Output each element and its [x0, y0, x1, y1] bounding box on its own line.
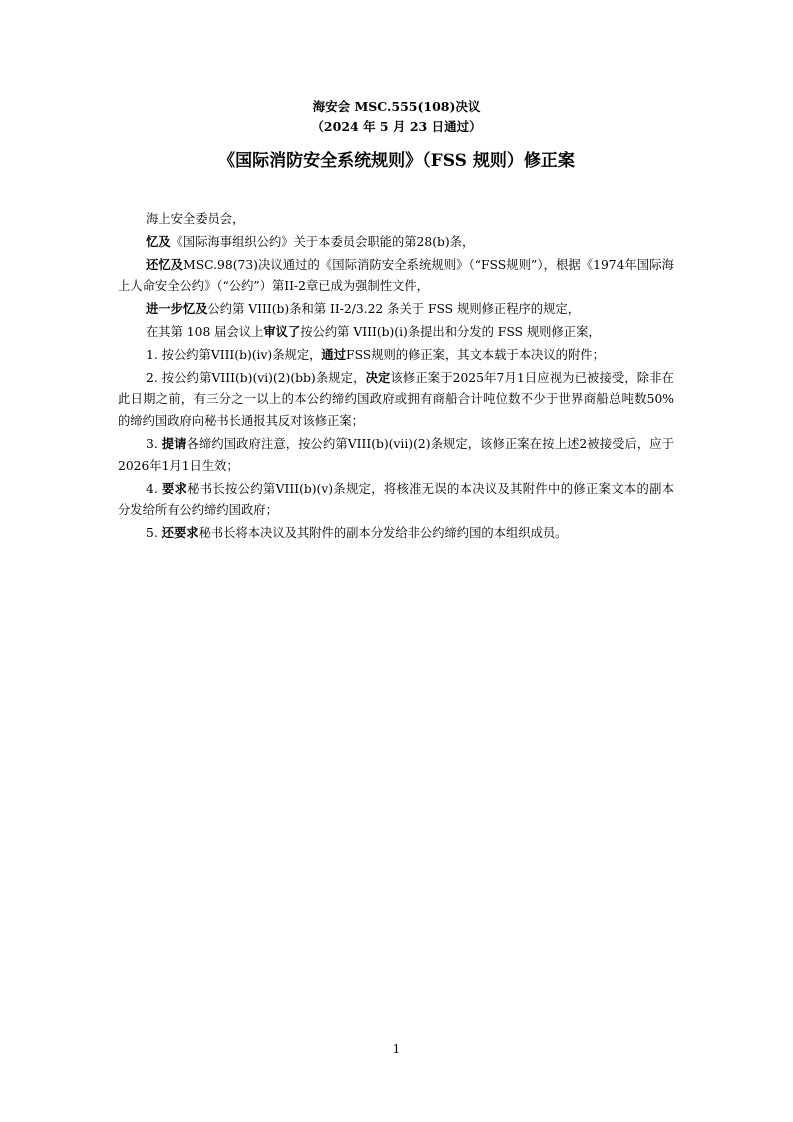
paragraph-text: 公约第 VIII(b)条和第 II-2/3.22 条关于 FSS 规则修正程序的规定，: [207, 302, 580, 317]
resolution-number: 海安会 MSC.555(108)决议: [312, 99, 481, 114]
paragraph-prefix: 1. 按公约第VIII(b)(iv)条规定，: [146, 347, 322, 362]
paragraph-prefix: 3.: [146, 436, 162, 451]
operative-paragraph-1: [118, 344, 674, 367]
paragraph-text: 按公约第 VIII(b)(i)条提出和分发的 FSS 规则修正案，: [300, 324, 601, 339]
paragraph-text: MSC.98(73)决议通过的《国际消防安全系统规则》（“FSS规则”），根据《1974年国际海上人命安全公约》（“公约”）第II-2章已成为强制性文件，: [118, 257, 674, 294]
resolution-body: [118, 209, 674, 545]
document-title: 《国际消防安全系统规则》（FSS 规则）修正案: [218, 151, 575, 171]
paragraph-committee: [118, 209, 674, 231]
paragraph-text: 秘书长按公约第VIII(b)(v)条规定，将核准无误的本决议及其附件中的修正案文本的副本分发给所有公约缔约国政府；: [118, 481, 674, 518]
paragraph-having-considered: [118, 321, 674, 344]
paragraph-recalling-further: [118, 298, 674, 321]
paragraph-keyword: 通过: [321, 346, 347, 362]
paragraph-recalling-also: [118, 254, 674, 299]
paragraph-prefix: 4.: [146, 481, 162, 496]
paragraph-prefix: 在其第 108 届会议上: [146, 324, 264, 339]
operative-paragraph-5: [118, 522, 674, 545]
paragraph-keyword: 提请: [161, 435, 187, 451]
paragraph-text: 该修正案于2025年7月1日应视为已被接受，除非在此日期之前，有三分之一以上的本公约缔约国政府或拥有商船合计吨位数不少于世界商船总吨数50%的缔约国政府向秘书长通报其反对该修正案；: [118, 370, 674, 429]
paragraph-text: 秘书长将本决议及其附件的副本分发给非公约缔约国的本组织成员。: [198, 526, 568, 541]
operative-paragraph-2: [118, 367, 674, 433]
paragraph-prefix: 5.: [146, 526, 162, 541]
paragraph-text: 各缔约国政府注意，按公约第VIII(b)(vii)(2)条规定，该修正案在按上述2被接受后，应于2026年1月1日生效；: [118, 436, 674, 473]
paragraph-keyword: 忆及: [146, 233, 171, 249]
paragraph-keyword: 审议了: [263, 323, 301, 339]
page-number: 1: [392, 1042, 401, 1056]
operative-paragraph-3: [118, 433, 674, 478]
operative-paragraph-4: [118, 478, 674, 523]
paragraph-keyword: 要求: [161, 480, 188, 496]
paragraph-text: 海上安全委员会，: [146, 212, 245, 226]
paragraph-prefix: 2. 按公约第VIII(b)(vi)(2)(bb)条规定，: [146, 370, 366, 385]
paragraph-keyword: 决定: [365, 369, 391, 385]
paragraph-text: FSS规则的修正案，其文本载于本决议的附件；: [346, 347, 605, 362]
paragraph-keyword: 进一步忆及: [146, 301, 208, 317]
adoption-date: （2024 年 5 月 23 日通过）: [311, 119, 482, 134]
paragraph-text: 《国际海事组织公约》关于本委员会职能的第28(b)条，: [170, 234, 475, 249]
paragraph-keyword: 还要求: [161, 525, 199, 541]
paragraph-keyword: 还忆及: [146, 256, 184, 272]
paragraph-recalling: [118, 231, 674, 254]
